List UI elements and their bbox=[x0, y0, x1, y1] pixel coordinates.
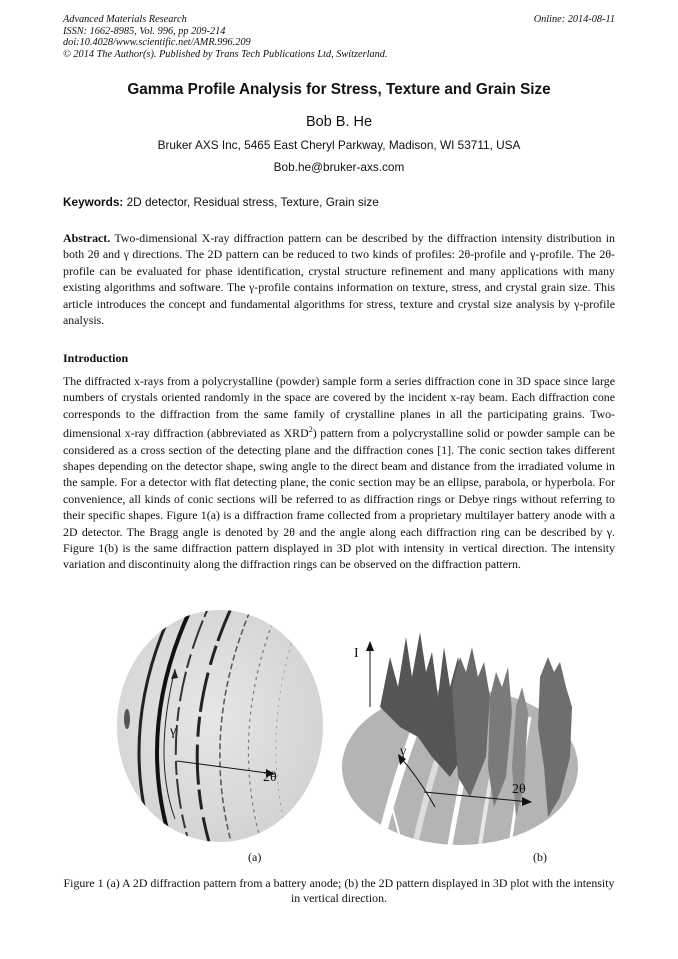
subfigure-label-a: (a) bbox=[248, 850, 262, 864]
abstract bbox=[63, 230, 615, 328]
paper-title: Gamma Profile Analysis for Stress, Texture and Grain Size bbox=[127, 81, 551, 98]
author-affiliation: Bruker AXS Inc, 5465 East Cheryl Parkway, Madison, WI 53711, USA bbox=[157, 138, 521, 152]
intro-text-part-1: The diffracted x-rays from a polycrystalline (powder) sample form a series diffraction cone in 3D space since large numbers of crystals oriented randomly in the space are covered by the incident x-ray beam. Each diffraction cone corresponds to the diffraction from the same family of crystalline planes in all the participating grains. Two-dimensional x-ray diffraction (abbreviated as XRD bbox=[63, 374, 615, 441]
subfigure-label-b: (b) bbox=[533, 850, 547, 864]
doi-line[interactable]: doi:10.4028/www.scientific.net/AMR.996.209 bbox=[63, 37, 251, 49]
author-email[interactable]: Bob.he@bruker-axs.com bbox=[273, 160, 405, 174]
two-theta-label-b: 2θ bbox=[512, 782, 526, 797]
introduction-paragraph bbox=[63, 373, 615, 573]
two-theta-label-a: 2θ bbox=[263, 770, 277, 785]
figure-1-caption: Figure 1 (a) A 2D diffraction pattern from a battery anode; (b) the 2D pattern displayed in 3D plot with the intensity in vertical direction. bbox=[63, 876, 615, 905]
diffraction-frame-image bbox=[115, 609, 325, 844]
intro-superscript: 2 bbox=[308, 425, 313, 435]
gamma-label-b: γ bbox=[400, 744, 407, 759]
issn-line: ISSN: 1662-8985, Vol. 996, pp 209-214 bbox=[63, 25, 226, 37]
introduction-heading: Introduction bbox=[63, 351, 129, 365]
keywords bbox=[63, 195, 615, 209]
gamma-label-a: γ bbox=[170, 724, 177, 739]
keywords-label: Keywords: bbox=[63, 195, 124, 209]
keywords-text: 2D detector, Residual stress, Texture, Grain size bbox=[123, 195, 379, 209]
intensity-label-b: I bbox=[354, 646, 359, 661]
intensity-3d-plot-image bbox=[340, 617, 580, 845]
journal-name: Advanced Materials Research bbox=[63, 14, 187, 25]
copyright-line: © 2014 The Author(s). Published by Trans Tech Publications Ltd, Switzerland. bbox=[63, 48, 388, 60]
figure-1 bbox=[100, 607, 600, 872]
author-name: Bob B. He bbox=[305, 114, 373, 130]
abstract-label: Abstract. bbox=[63, 231, 111, 245]
intro-text-part-2: ) pattern from a polycrystalline solid or powder sample can be considered as a cross section of the detecting plane and the diffraction cones [1]. The conic section takes different shapes depending on the detector shape, swing angle to the direct beam and distance from the irradiated volume in the sample. For a detector with flat detecting plane, the conic section may be an ellipse, parabola, or hyperbola. For convenience, all kinds of conic sections will be referred to as diffraction rings or Debye rings without referring to their specific shapes. Figure 1(a) is a diffraction frame collected from a proprietary multilayer battery anode with a 2D detector. The Bragg angle is denoted by 2θ and the angle along each diffraction ring can be described by γ. Figure 1(b) is the same diffraction pattern displayed in 3D plot with intensity in vertical direction. The intensity variation and discontinuity along the diffraction rings can be observed on the diffraction pattern. bbox=[63, 426, 615, 572]
abstract-text: Two-dimensional X-ray diffraction pattern can be described by the diffraction intensity distribution in both 2θ and γ directions. The 2D pattern can be reduced to two kinds of profiles: 2θ-profile and γ-profile. The 2θ-profile can be evaluated for phase identification, crystal structure refinement and many applications with many existing algorithms and software. The γ-profile contains information on texture, stress, and crystal grain size. This article introduces the concept and fundamental algorithms for stress, texture and crystal size analysis by γ-profile analysis. bbox=[63, 231, 615, 328]
page-header bbox=[63, 14, 615, 60]
online-date: Online: 2014-08-11 bbox=[533, 14, 615, 25]
